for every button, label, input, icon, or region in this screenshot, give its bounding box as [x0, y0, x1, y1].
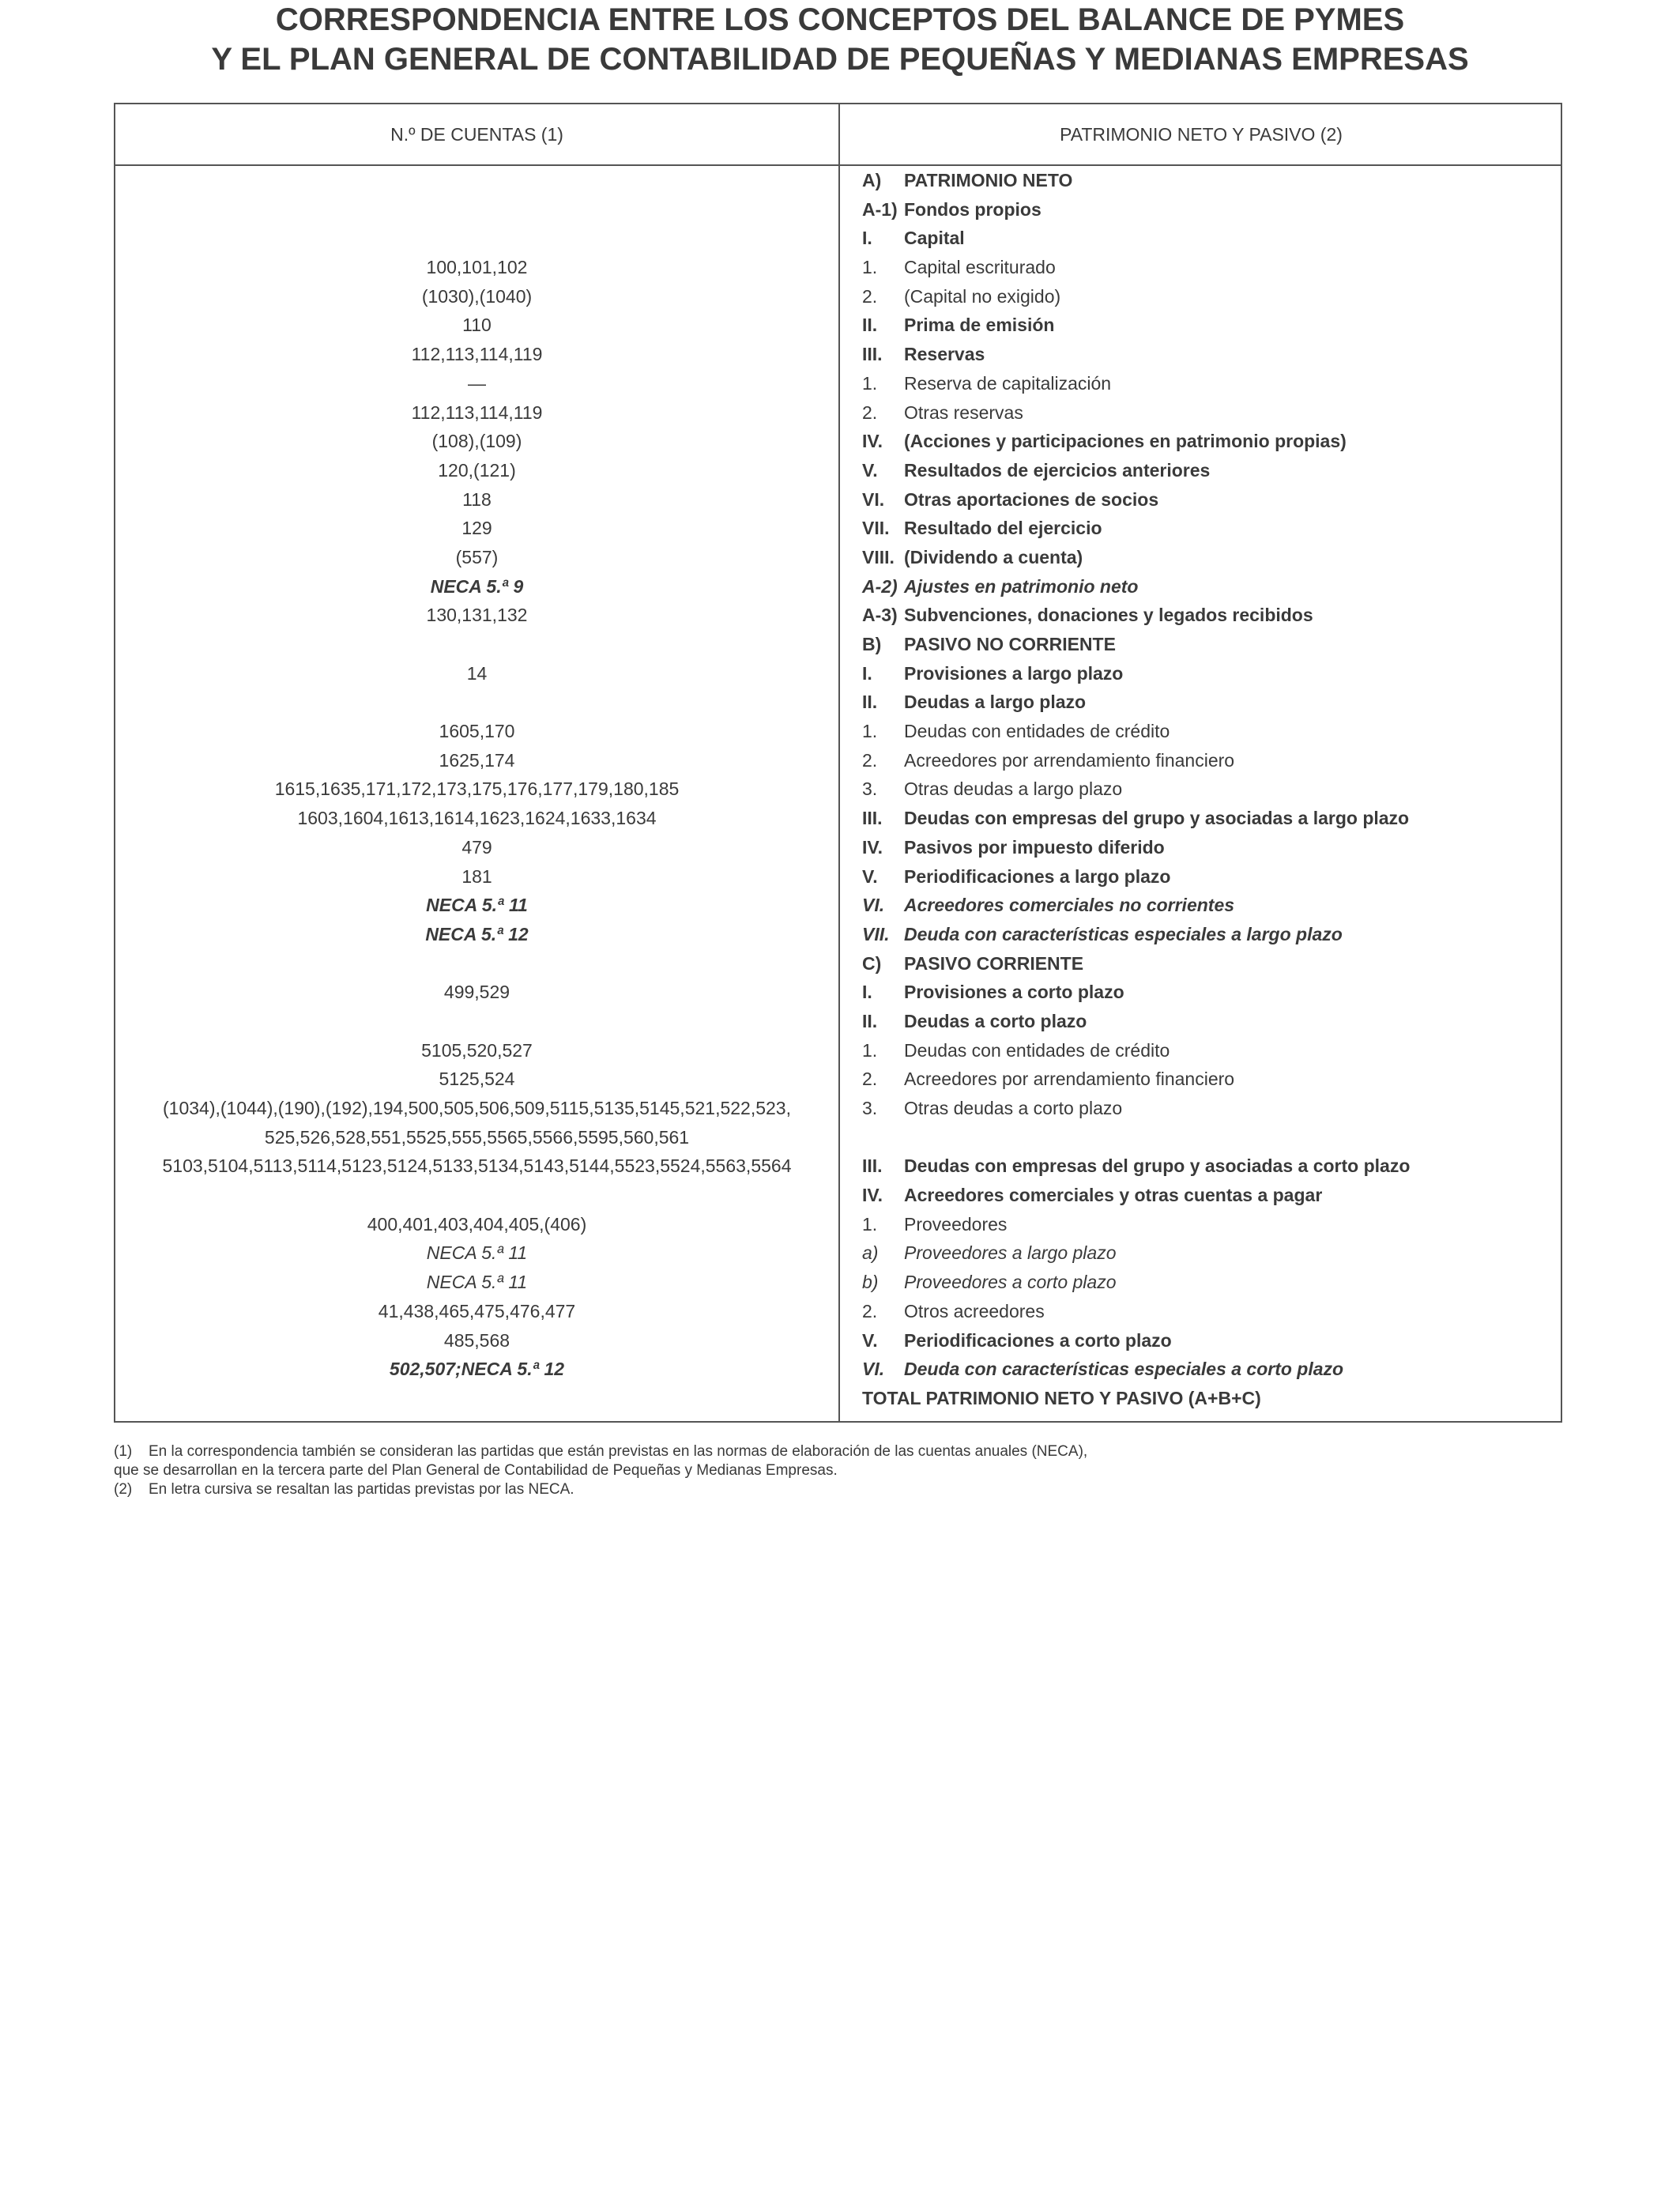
balance-item — [862, 485, 1558, 515]
item-number: II. — [862, 1010, 878, 1031]
account-numbers — [115, 1384, 838, 1413]
account-numbers: 1605,170 — [439, 721, 515, 742]
item-number: A-1) — [862, 198, 898, 220]
table-row — [115, 659, 1561, 688]
balance-item — [862, 1094, 1558, 1123]
account-numbers: 41,438,465,475,476,477 — [378, 1300, 576, 1321]
balance-item — [862, 1152, 1558, 1181]
item-number: 1. — [862, 1039, 878, 1061]
table-row — [115, 833, 1561, 862]
account-numbers: 502,507;NECA 5.ª 12 — [389, 1359, 565, 1380]
item-label: Resultado del ejercicio — [904, 518, 1102, 539]
table-row — [115, 514, 1561, 543]
item-label: Otros acreedores — [904, 1300, 1045, 1321]
item-label: (Acciones y participaciones en patrimonio propias) — [904, 431, 1347, 452]
item-label: Proveedores a largo plazo — [904, 1242, 1117, 1264]
table-row — [115, 456, 1561, 485]
table-row — [115, 1094, 1561, 1123]
table-row — [115, 369, 1561, 398]
account-numbers — [115, 1181, 838, 1210]
table-row — [115, 195, 1561, 224]
item-label: Capital — [904, 228, 965, 249]
item-label: Acreedores comerciales no corrientes — [904, 895, 1235, 916]
item-label: Provisiones a largo plazo — [904, 662, 1124, 684]
item-number: V. — [862, 1329, 878, 1351]
item-number: VI. — [862, 895, 885, 916]
table-row — [115, 775, 1561, 804]
account-numbers: NECA 5.ª 11 — [426, 895, 528, 916]
item-number: 1. — [862, 1213, 878, 1235]
table-row — [115, 340, 1561, 369]
account-numbers — [115, 688, 838, 717]
item-label: Acreedores por arrendamiento financiero — [904, 1069, 1235, 1090]
account-numbers — [115, 949, 838, 978]
item-number: VII. — [862, 923, 890, 944]
item-number: VII. — [862, 518, 890, 539]
item-number: 2. — [862, 401, 878, 423]
item-number: 2. — [862, 1069, 878, 1090]
account-numbers — [115, 1007, 838, 1036]
balance-item — [862, 833, 1558, 862]
account-numbers — [115, 224, 838, 253]
balance-item — [862, 688, 1558, 717]
balance-item — [862, 398, 1558, 428]
table-row — [115, 891, 1561, 920]
item-label: PATRIMONIO NETO — [904, 170, 1073, 190]
balance-item — [862, 456, 1558, 485]
item-label: Resultados de ejercicios anteriores — [904, 459, 1211, 481]
table-row — [115, 1007, 1561, 1036]
item-number: V. — [862, 459, 878, 481]
item-label: Acreedores por arrendamiento financiero — [904, 749, 1235, 771]
balance-item — [862, 978, 1558, 1007]
account-numbers: NECA 5.ª 11 — [426, 1242, 528, 1264]
account-numbers: 14 — [466, 662, 488, 684]
balance-item — [862, 949, 1558, 978]
table-row — [115, 601, 1561, 630]
table-row — [115, 949, 1561, 978]
item-label: Periodificaciones a largo plazo — [904, 865, 1171, 887]
account-numbers — [115, 166, 838, 195]
item-label: Proveedores a corto plazo — [904, 1272, 1117, 1293]
table-row — [115, 688, 1561, 717]
footnote-text: En la correspondencia también se consideran las partidas que están previstas en las normas de elaboración de las cuentas anuales (NECA), — [149, 1443, 1088, 1460]
item-number: IV. — [862, 1185, 883, 1206]
balance-item — [862, 717, 1558, 746]
item-number: IV. — [862, 836, 883, 858]
item-number: 1. — [862, 721, 878, 742]
item-number: II. — [862, 315, 878, 336]
balance-item — [862, 282, 1558, 311]
account-numbers: 1615,1635,171,172,173,175,176,177,179,180,185 — [274, 778, 680, 800]
item-label: Deuda con características especiales a corto plazo — [904, 1359, 1344, 1380]
item-label: Acreedores comerciales y otras cuentas a pagar — [904, 1185, 1323, 1206]
table-row — [115, 311, 1561, 340]
table-row — [115, 1238, 1561, 1268]
item-number: III. — [862, 1155, 883, 1177]
table-row — [115, 398, 1561, 428]
item-label: TOTAL PATRIMONIO NETO Y PASIVO (A+B+C) — [862, 1387, 1261, 1408]
item-label: Provisiones a corto plazo — [904, 982, 1124, 1003]
account-numbers: 5125,524 — [439, 1069, 515, 1090]
balance-item — [862, 514, 1558, 543]
item-number: 1. — [862, 372, 878, 394]
item-number: 1. — [862, 257, 878, 278]
item-label: Otras reservas — [904, 401, 1023, 423]
balance-item — [862, 1238, 1558, 1268]
account-numbers: 118 — [462, 488, 492, 510]
item-number: 2. — [862, 749, 878, 771]
table-row — [115, 1210, 1561, 1239]
account-numbers: 110 — [462, 315, 492, 336]
item-label: Otras aportaciones de socios — [904, 488, 1159, 510]
balance-item — [862, 601, 1558, 630]
account-numbers: — — [468, 372, 486, 394]
balance-item — [862, 1123, 1558, 1152]
account-numbers: 129 — [461, 518, 492, 539]
account-numbers: 112,113,114,119 — [411, 401, 543, 423]
footnotes — [114, 1442, 1562, 1499]
item-label: Deudas con empresas del grupo y asociadas a corto plazo — [904, 1155, 1411, 1177]
footnote — [114, 1480, 1562, 1499]
table-row — [115, 224, 1561, 253]
table-row — [115, 920, 1561, 949]
footnote — [114, 1461, 1562, 1480]
title-line-1: CORRESPONDENCIA ENTRE LOS CONCEPTOS DEL BALANCE DE PYMES — [275, 2, 1405, 37]
table-row — [115, 1181, 1561, 1210]
account-numbers: 1625,174 — [439, 749, 515, 771]
item-label: PASIVO CORRIENTE — [904, 952, 1084, 974]
item-label: Reserva de capitalización — [904, 372, 1112, 394]
account-numbers: 485,568 — [443, 1329, 510, 1351]
balance-item — [862, 166, 1558, 195]
item-number: A-2) — [862, 575, 898, 597]
table-row — [115, 717, 1561, 746]
account-numbers: NECA 5.ª 12 — [425, 923, 529, 944]
account-numbers: (1030),(1040) — [421, 285, 533, 307]
table-row — [115, 1268, 1561, 1297]
item-number: 3. — [862, 778, 878, 800]
balance-item — [862, 1065, 1558, 1094]
account-numbers: 1603,1604,1613,1614,1623,1624,1633,1634 — [297, 808, 657, 829]
table-row — [115, 1384, 1561, 1413]
balance-item — [862, 1268, 1558, 1297]
table-row — [115, 1123, 1561, 1152]
item-number: 2. — [862, 285, 878, 307]
item-number: IV. — [862, 431, 883, 452]
item-label: Deudas con entidades de crédito — [904, 1039, 1170, 1061]
table-row — [115, 978, 1561, 1007]
balance-item — [862, 311, 1558, 340]
item-label: PASIVO NO CORRIENTE — [904, 634, 1116, 654]
account-numbers — [115, 195, 838, 224]
balance-item — [862, 775, 1558, 804]
table-row — [115, 1065, 1561, 1094]
item-label: Reservas — [904, 344, 985, 365]
balance-item — [862, 427, 1558, 456]
item-label: Otras deudas a largo plazo — [904, 778, 1123, 800]
item-number: B) — [862, 634, 882, 654]
account-numbers: 5103,5104,5113,5114,5123,5124,5133,5134,5143,5144,5523,5524,5563,5564 — [162, 1155, 792, 1177]
item-label: Deudas con entidades de crédito — [904, 721, 1170, 742]
balance-item — [862, 920, 1558, 949]
table-row — [115, 746, 1561, 775]
account-numbers: (108),(109) — [431, 431, 522, 452]
item-label: Prima de emisión — [904, 315, 1055, 336]
balance-item — [862, 369, 1558, 398]
item-number: A) — [862, 170, 882, 190]
table-row — [115, 862, 1561, 892]
item-label: Deuda con características especiales a largo plazo — [904, 923, 1343, 944]
item-number: VIII. — [862, 546, 895, 567]
account-numbers — [115, 630, 838, 659]
correspondence-table — [114, 103, 1562, 1423]
account-numbers: 112,113,114,119 — [411, 344, 543, 365]
table-row — [115, 1297, 1561, 1326]
item-label: Deudas a largo plazo — [904, 692, 1087, 713]
header-equity-liabilities: PATRIMONIO NETO Y PASIVO (2) — [1060, 124, 1343, 145]
account-numbers: (557) — [455, 546, 499, 567]
account-numbers: 499,529 — [443, 982, 510, 1003]
item-label: (Capital no exigido) — [904, 285, 1061, 307]
item-label: Capital escriturado — [904, 257, 1056, 278]
table-row — [115, 1355, 1561, 1384]
balance-item — [862, 1036, 1558, 1065]
table-row — [115, 630, 1561, 659]
item-number: III. — [862, 344, 883, 365]
item-number: III. — [862, 808, 883, 829]
item-label: Pasivos por impuesto diferido — [904, 836, 1165, 858]
table-row — [115, 166, 1561, 195]
balance-item — [862, 253, 1558, 282]
item-number: II. — [862, 692, 878, 713]
balance-item — [862, 1210, 1558, 1239]
item-number: VI. — [862, 1359, 885, 1380]
table-row — [115, 427, 1561, 456]
balance-item — [862, 224, 1558, 253]
item-label: (Dividendo a cuenta) — [904, 546, 1083, 567]
footnote-text: En letra cursiva se resaltan las partidas previstas por las NECA. — [149, 1481, 574, 1498]
account-numbers: NECA 5.ª 11 — [426, 1272, 528, 1293]
account-numbers: 181 — [461, 865, 492, 887]
account-numbers: 5105,520,527 — [421, 1039, 533, 1061]
balance-item — [862, 543, 1558, 572]
footnote-number: (2) — [114, 1481, 133, 1498]
header-accounts: N.º DE CUENTAS (1) — [390, 124, 563, 145]
balance-item — [862, 1007, 1558, 1036]
footnote-number: (1) — [114, 1443, 133, 1460]
balance-item — [862, 1384, 1558, 1413]
account-numbers: 120,(121) — [438, 459, 516, 481]
item-number: C) — [862, 952, 882, 974]
item-number: a) — [862, 1242, 879, 1264]
account-numbers: 400,401,403,404,405,(406) — [367, 1213, 587, 1235]
item-number: I. — [862, 982, 872, 1003]
item-number: VI. — [862, 488, 885, 510]
balance-item — [862, 746, 1558, 775]
table-row — [115, 253, 1561, 282]
table-row — [115, 282, 1561, 311]
balance-item — [862, 572, 1558, 601]
balance-item — [862, 1326, 1558, 1355]
balance-item — [862, 630, 1558, 659]
item-label: Otras deudas a corto plazo — [904, 1098, 1123, 1118]
item-label: Ajustes en patrimonio neto — [904, 575, 1139, 597]
item-number: A-3) — [862, 605, 898, 626]
item-label: Fondos propios — [904, 198, 1042, 220]
item-number: 3. — [862, 1098, 878, 1118]
account-numbers: 525,526,528,551,5525,555,5565,5566,5595,560,561 — [264, 1126, 690, 1148]
title-line-2: Y EL PLAN GENERAL DE CONTABILIDAD DE PEQUEÑAS Y MEDIANAS EMPRESAS — [211, 42, 1469, 77]
balance-item — [862, 1181, 1558, 1210]
balance-item — [862, 340, 1558, 369]
account-numbers: (1034),(1044),(190),(192),194,500,505,506,509,5115,5135,5145,521,522,523, — [163, 1098, 791, 1118]
item-number: 2. — [862, 1300, 878, 1321]
balance-item — [862, 659, 1558, 688]
account-numbers: 100,101,102 — [426, 257, 528, 278]
table-row — [115, 1036, 1561, 1065]
item-number: V. — [862, 865, 878, 887]
table-row — [115, 543, 1561, 572]
balance-item — [862, 1297, 1558, 1326]
account-numbers: NECA 5.ª 9 — [430, 575, 524, 597]
item-label: Deudas con empresas del grupo y asociadas a largo plazo — [904, 808, 1410, 829]
item-label: Periodificaciones a corto plazo — [904, 1329, 1172, 1351]
balance-item — [862, 862, 1558, 892]
item-label: Proveedores — [904, 1213, 1008, 1235]
table-row — [115, 572, 1561, 601]
item-label: Subvenciones, donaciones y legados recibidos — [904, 605, 1313, 626]
table-row — [115, 1152, 1561, 1181]
item-label: Deudas a corto plazo — [904, 1010, 1087, 1031]
item-number: I. — [862, 662, 872, 684]
item-number: I. — [862, 228, 872, 249]
balance-item — [862, 1355, 1558, 1384]
account-numbers: 479 — [461, 836, 492, 858]
page-title — [0, 0, 1680, 79]
footnote-text: que se desarrollan en la tercera parte del Plan General de Contabilidad de Pequeñas y Medianas Empresas. — [114, 1462, 838, 1479]
footnote — [114, 1442, 1562, 1461]
item-number: b) — [862, 1272, 879, 1293]
table-row — [115, 1326, 1561, 1355]
account-numbers: 130,131,132 — [426, 605, 528, 626]
table-body — [115, 166, 1561, 1413]
balance-item — [862, 195, 1558, 224]
balance-item — [862, 891, 1558, 920]
table-row — [115, 485, 1561, 515]
balance-item — [862, 804, 1558, 833]
table-row — [115, 804, 1561, 833]
